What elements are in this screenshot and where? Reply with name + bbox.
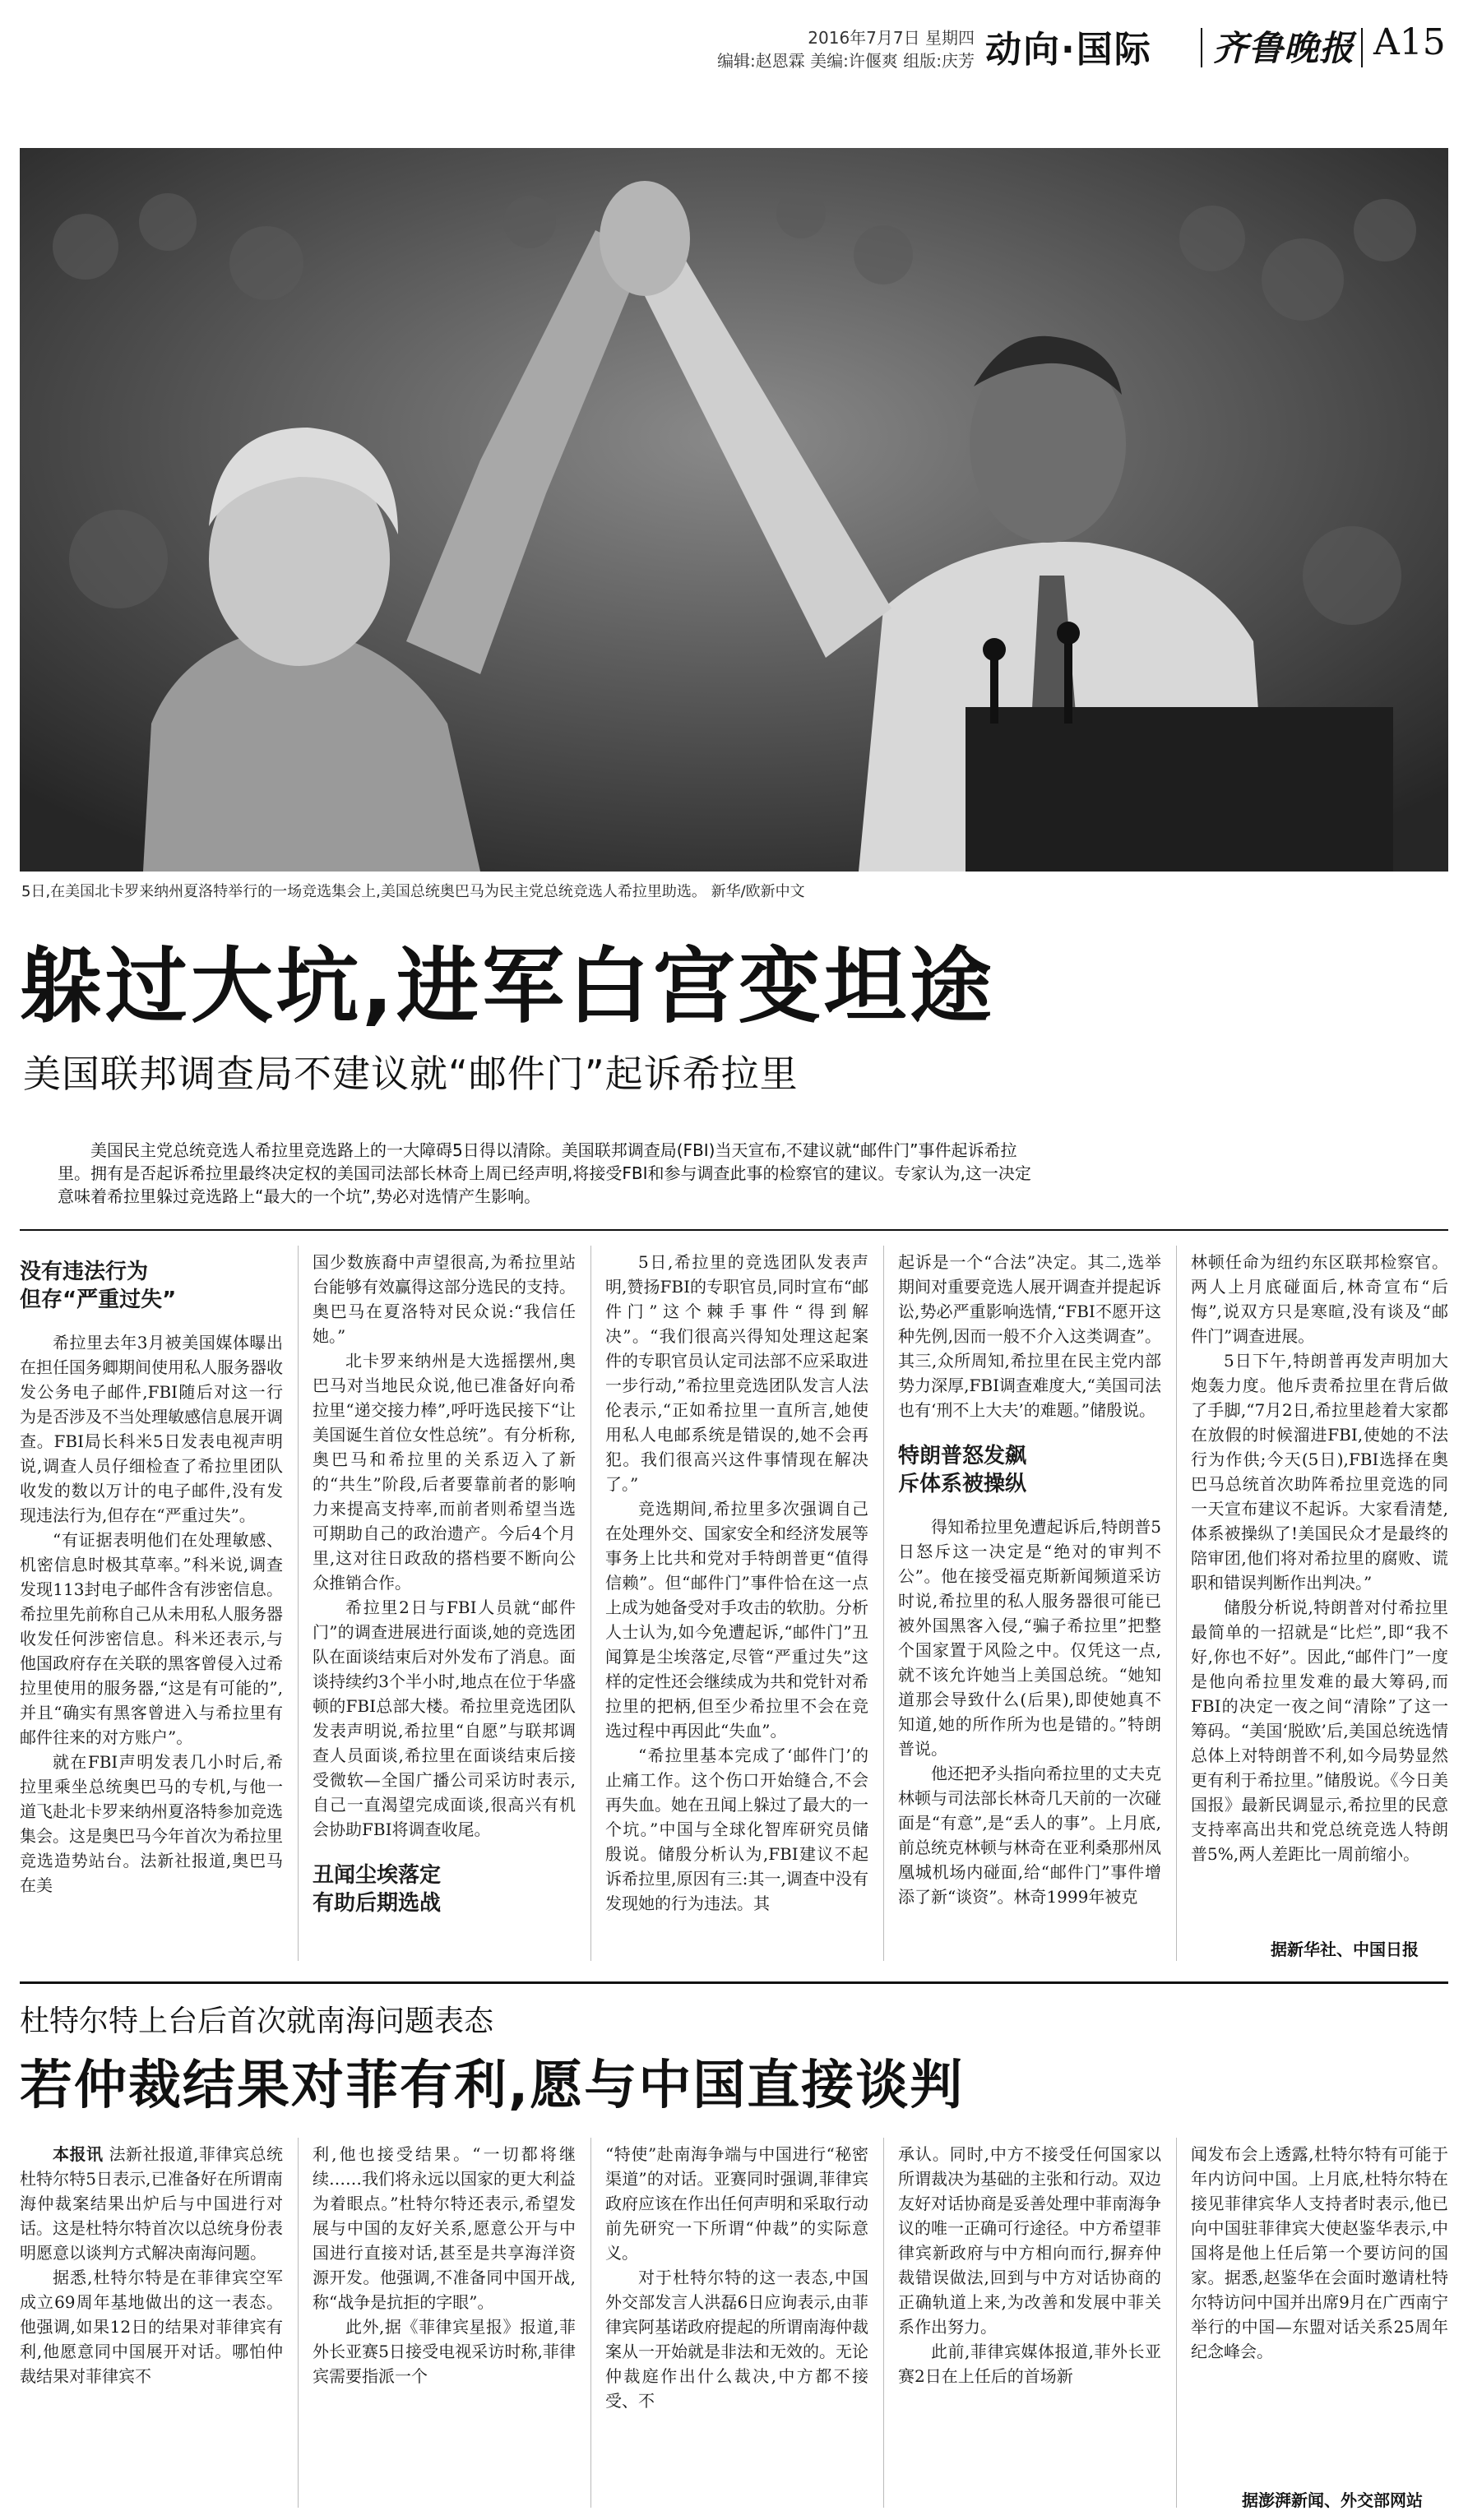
paragraph: 储殷分析说,特朗普对付希拉里最简单的一招就是“比烂”,即“我不好,你也不好”。因此,“邮件门”一度是他向希拉里发难的最大筹码,而FBI的决定一夜之间“清除”了这一筹码。“美国‘脱欧’后,美国总统选情总体上对特朗普不利,如今局势显然更有利于希拉里。”储殷说。《今日美国报》最新民调显示,希拉里的民意支持率高出共和党总统竞选人特朗普5%,两人差距比一周前缩小。 xyxy=(1191,1598,1448,1864)
paragraph: 承认。同时,中方不接受任何国家以所谓裁决为基础的主张和行动。双边友好对话协商是妥善处理中菲南海争议的唯一正确可行途径。中方希望菲律宾新政府与中方相向而行,摒弃仲裁错误做法,回到与中方对话协商的正确轨道上来,为改善和发展中菲关系作出努力。 xyxy=(898,2144,1161,2337)
paragraph: 此外,据《菲律宾星报》报道,菲外长亚赛5日接受电视采访时称,菲律宾需要指派一个 xyxy=(313,2317,576,2386)
paragraph: 闻发布会上透露,杜特尔特有可能于年内访问中国。上月底,杜特尔特在接见菲律宾华人支持者时表示,他已向中国驻菲律宾大使赵鉴华表示,中国将是他上任后第一个要访问的国家。据悉,赵鉴华在会面时邀请杜特尔特访问中国并出席9月在广西南宁举行的中国—东盟对话关系25周年纪念峰会。 xyxy=(1191,2144,1448,2361)
lead-photo xyxy=(20,148,1448,872)
column-rule xyxy=(1176,1246,1177,1961)
masthead-meta xyxy=(646,26,975,72)
column-rule xyxy=(1176,2138,1177,2508)
paragraph: “希拉里基本完成了‘邮件门’的止痛工作。这个伤口开始缝合,不会再失血。她在丑闻上躲过了最大的一个坑。”中国与全球化智库研究员储殷说。储殷分析认为,FBI建议不起诉希拉里,原因有三:其一,调查中没有发现她的行为违法。其 xyxy=(605,1746,868,1913)
masthead-divider xyxy=(1201,28,1202,67)
paragraph: 北卡罗来纳州是大选摇摆州,奥巴马对当地民众说,他已准备好向希拉里“递交接力棒”,呼吁选民接下“让美国诞生首位女性总统”。有分析称,奥巴马和希拉里的关系迈入了新的“共生”阶段,后者要靠前者的影响力来提高支持率,而前者则希望当选可期助自己的政治遗产。今后4个月里,这对往日政敌的搭档要不断向公众推销合作。 xyxy=(313,1351,576,1593)
column-rule xyxy=(590,1246,591,1961)
paragraph: 他还把矛头指向希拉里的丈夫克林顿与司法部长林奇几天前的一次碰面是“有意”,是“丢人的事”。上月底,前总统克林顿与林奇在亚利桑那州凤凰城机场内碰面,给“邮件门”事件增添了新“谈资”。林奇1999年被克 xyxy=(898,1764,1161,1907)
story1-headline: 躲过大坑,进军白宫变坦途 xyxy=(20,938,995,1034)
section-title: 动向·国际 xyxy=(985,29,1152,71)
subhead-trump-rage: 特朗普怒发飙 斥体系被操纵 xyxy=(898,1444,1027,1496)
divider xyxy=(20,1981,1448,1984)
story1-column-1 xyxy=(20,1250,283,1973)
paragraph: “特使”赴南海争端与中国进行“秘密渠道”的对话。亚赛同时强调,菲律宾政府应该在作出任何声明和采取行动前先研究一下所谓“仲裁”的实际意义。 xyxy=(605,2144,868,2263)
paragraph: 对于杜特尔特的这一表态,中国外交部发言人洪磊6日应询表示,由菲律宾阿基诺政府提起的所谓南海仲裁案从一开始就是非法和无效的。无论仲裁庭作出什么裁决,中方都不接受、不 xyxy=(605,2268,868,2411)
story1-lead: 美国民主党总统竞选人希拉里竞选路上的一大障碍5日得以清除。美国联邦调查局(FBI)当天宣布,不建议就“邮件门”事件起诉希拉里。拥有是否起诉希拉里最终决定权的美国司法部长林奇上周已经声明,将接受FBI和参与调查此事的检察官的建议。专家认为,这一决定意味着希拉里躲过竞选路上“最大的一个坑”,势必对选情产生影响。 xyxy=(58,1140,1031,1206)
story2-headline: 若仲裁结果对菲有利,愿与中国直接谈判 xyxy=(20,2055,965,2116)
story2-source: 据澎湃新闻、外交部网站 xyxy=(1242,2490,1423,2510)
column-rule xyxy=(883,2138,884,2508)
column-rule xyxy=(298,2138,299,2508)
story2-column-3 xyxy=(605,2142,868,2512)
paragraph: 就在FBI声明发表几小时后,希拉里乘坐总统奥巴马的专机,与他一道飞赴北卡罗来纳州夏洛特参加竞选集会。这是奥巴马今年首次为希拉里竞选造势站台。法新社报道,奥巴马在美 xyxy=(20,1752,283,1895)
column-rule xyxy=(298,1246,299,1961)
paragraph: 据悉,杜特尔特是在菲律宾空军成立69周年基地做出的这一表态。他强调,如果12日的结果对菲律宾有利,他愿意同中国展开对话。哪怕仲裁结果对菲律宾不 xyxy=(20,2268,283,2386)
story2-column-5 xyxy=(1191,2142,1448,2471)
paragraph: 林顿任命为纽约东区联邦检察官。两人上月底碰面后,林奇宣布“后悔”,说双方只是寒暄,没有谈及“邮件门”调查进展。 xyxy=(1191,1252,1448,1346)
date-line: 2016年7月7日 星期四 xyxy=(808,28,975,48)
masthead-divider xyxy=(1361,28,1363,67)
paragraph: 竞选期间,希拉里多次强调自己在处理外交、国家安全和经济发展等事务上比共和党对手特朗普更“值得信赖”。但“邮件门”事件恰在这一点上成为她备受对手攻击的软肋。分析人士认为,如今免遭起诉,“邮件门”丑闻算是尘埃落定,尽管“严重过失”这样的定性还会继续成为共和党针对希拉里的把柄,但至少希拉里不会在竞选过程中再因此“失血”。 xyxy=(605,1499,868,1741)
paragraph: 利,他也接受结果。“一切都将继续……我们将永远以国家的更大利益为着眼点。”杜特尔特还表示,希望发展与中国的友好关系,愿意公开与中国进行直接对话,甚至是共享海洋资源开发。他强调,不准备同中国开战,称“战争是抗拒的字眼”。 xyxy=(313,2144,576,2312)
story2-kicker: 杜特尔特上台后首次就南海问题表态 xyxy=(20,2004,494,2038)
paragraph: “有证据表明他们在处理敏感、机密信息时极其草率。”科米说,调查发现113封电子邮件含有涉密信息。希拉里先前称自己从未用私人服务器收发任何涉密信息。科米还表示,与他国政府存在关联的黑客曾侵入过希拉里使用的服务器,“这是有可能的”,并且“确实有黑客曾进入与希拉里有邮件往来的对方账户”。 xyxy=(20,1530,283,1747)
story1-source: 据新华社、中国日报 xyxy=(1271,1940,1419,1959)
paragraph: 希拉里2日与FBI人员就“邮件门”的调查进展进行面谈,她的竞选团队在面谈结束后对外发布了消息。面谈持续约3个半小时,地点在位于华盛顿的FBI总部大楼。希拉里竞选团队发表声明说,希拉里“自愿”与联邦调查人员面谈,希拉里在面谈结束后接受微软—全国广播公司采访时表示,自己一直渴望完成面谈,很高兴有机会协助FBI将调查收尾。 xyxy=(313,1598,576,1839)
story1-subheadline: 美国联邦调查局不建议就“邮件门”起诉希拉里 xyxy=(23,1052,799,1096)
masthead xyxy=(0,0,1468,82)
photo-caption: 5日,在美国北卡罗来纳州夏洛特举行的一场竞选集会上,美国总统奥巴马为民主党总统竞选人希拉里助选。 新华/欧新中文 xyxy=(21,883,805,900)
story1-column-2 xyxy=(313,1250,576,1973)
column-rule xyxy=(590,2138,591,2508)
column-rule xyxy=(883,1246,884,1961)
story1-column-3 xyxy=(605,1250,868,1973)
paragraph: 5日,希拉里的竞选团队发表声明,赞扬FBI的专职官员,同时宣布“邮件门”这个棘手事件“得到解决”。“我们很高兴得知处理这起案件的专职官员认定司法部不应采取进一步行动,”希拉里竞选团队发言人法伦表示,“正如希拉里一直所言,她使用私人电邮系统是错误的,她不会再犯。我们很高兴这件事情现在解决了。” xyxy=(605,1252,868,1494)
paragraph: 国少数族裔中声望很高,为希拉里站台能够有效赢得这部分选民的支持。奥巴马在夏洛特对民众说:“我信任她。” xyxy=(313,1252,576,1346)
story2-column-4 xyxy=(898,2142,1161,2512)
story2-column-2 xyxy=(313,2142,576,2512)
subhead-scandal-settled: 丑闻尘埃落定 有助后期选战 xyxy=(313,1863,442,1916)
paragraph: 希拉里去年3月被美国媒体曝出在担任国务卿期间使用私人服务器收发公务电子邮件,FBI随后对这一行为是否涉及不当处理敏感信息展开调查。FBI局长科米5日发表电视声明说,调查人员仔细检查了希拉里团队收发的数以万计的电子邮件,没有发现违法行为,但存在“严重过失”。 xyxy=(20,1333,283,1525)
story2-column-1 xyxy=(20,2142,283,2512)
paper-logo: 齐鲁晚报 xyxy=(1213,28,1355,68)
paragraph: 法新社报道,菲律宾总统杜特尔特5日表示,已准备好在所谓南海仲裁案结果出炉后与中国进行对话。这是杜特尔特首次以总统身份表明愿意以谈判方式解决南海问题。 xyxy=(20,2144,283,2263)
paragraph: 得知希拉里免遭起诉后,特朗普5日怒斥这一决定是“绝对的审判不公”。他在接受福克斯新闻频道采访时说,希拉里的私人服务器很可能已被外国黑客入侵,“骗子希拉里”把整个国家置于风险之中。仅凭这一点,就不该允许她当上美国总统。“她知道那会导致什么(后果),即使她真不知道,她的所作所为也是错的。”特朗普说。 xyxy=(898,1517,1161,1759)
paragraph: 此前,菲律宾媒体报道,菲外长亚赛2日在上任后的首场新 xyxy=(898,2342,1161,2386)
paragraph: 5日下午,特朗普再发声明加大炮轰力度。他斥责希拉里在背后做了手脚,“7月2日,希拉里趁着大家都在放假的时候溜进FBI,使她的不法行为作供;今天(5日),FBI选择在奥巴马总统首次助阵希拉里竞选的同一天宣布建议不起诉。大家看清楚,体系被操纵了!美国民众才是最终的陪审团,他们将对希拉里的腐败、谎职和错误判断作出判决。” xyxy=(1191,1351,1448,1593)
story1-column-4 xyxy=(898,1250,1161,1973)
story1-column-5 xyxy=(1191,1250,1448,1924)
editors-line: 编辑:赵恩霖 美编:许偃爽 组版:庆芳 xyxy=(717,51,975,71)
rally-photo-illustration xyxy=(20,148,1448,872)
paragraph: 起诉是一个“合法”决定。其二,选举期间对重要竞选人展开调查并提起诉讼,势必严重影响选情,“FBI不愿开这种先例,因而一般不介入这类调查”。其三,众所周知,希拉里在民主党内部势力深厚,FBI调查难度大,“美国司法也有‘刑不上大夫’的难题。”储殷说。 xyxy=(898,1252,1161,1420)
divider xyxy=(20,1229,1448,1231)
page-number: A15 xyxy=(1373,21,1446,63)
subhead-no-violation: 没有违法行为 但存“严重过失” xyxy=(20,1260,177,1312)
byline: 本报讯 xyxy=(53,2144,104,2164)
